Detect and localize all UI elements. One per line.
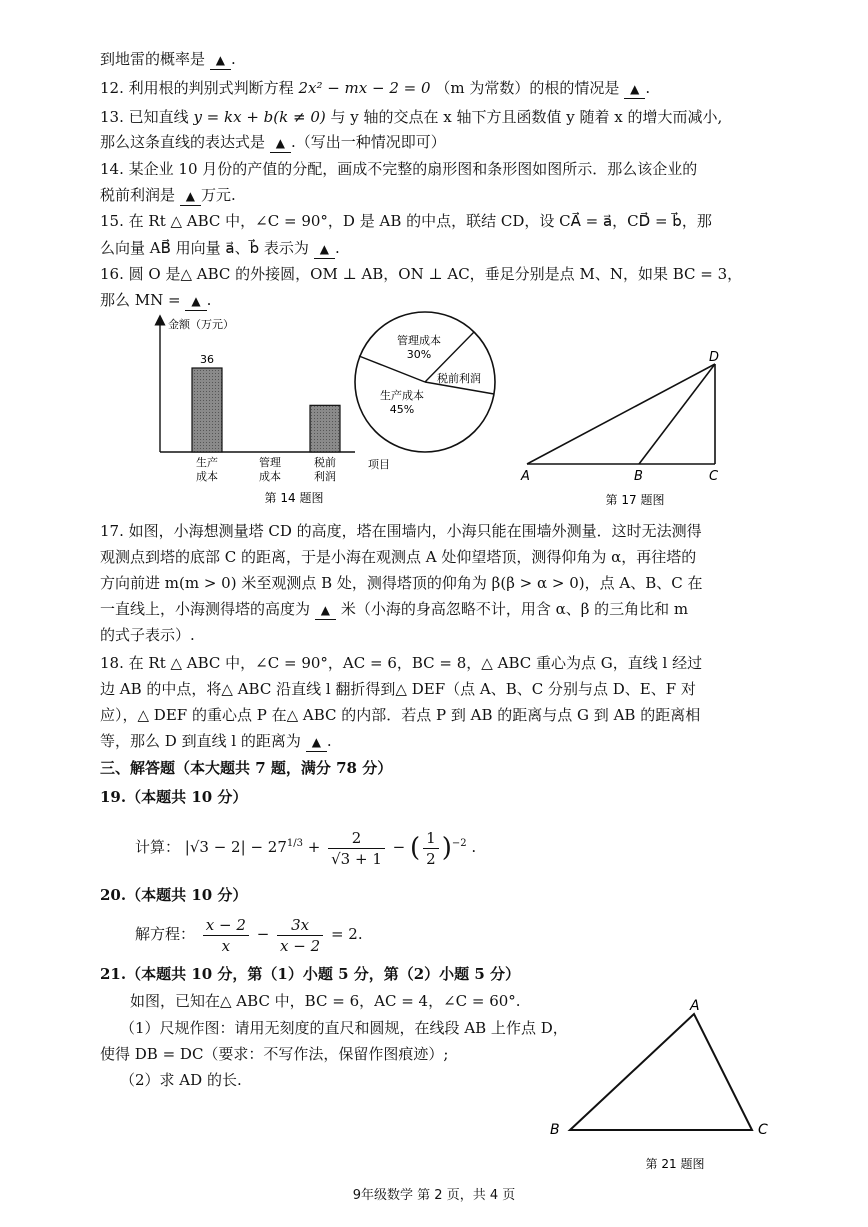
q19-half-den: 2 (426, 849, 436, 868)
q18-number: 18. (100, 654, 124, 672)
q19-header: 19.（本题共 10 分） (100, 788, 248, 806)
q18-end: . (326, 732, 332, 750)
category-label-management: 管理 (259, 456, 281, 469)
figure-17 (515, 340, 745, 510)
q17-text6: 的式子表示）. (100, 626, 195, 644)
category-label-production-2: 成本 (196, 470, 218, 483)
q13-end: .（写出一种情况即可） (291, 133, 446, 151)
q19-label: 计算： (135, 838, 181, 856)
answer-blank: ▲ (306, 733, 327, 752)
q19-exp: 1/3 (286, 838, 303, 849)
q17-text5: 米（小海的身高忽略不计，用含 α、β 的三角比和 m (340, 600, 689, 618)
q17-text1: 如图，小海想测量塔 CD 的高度，塔在围墙内，小海只能在围墙外测量．这时无法测得 (128, 522, 702, 540)
q13-text3: 那么这条直线的表达式是 (100, 133, 266, 151)
question-15-line1 (100, 210, 712, 232)
answer-blank: ▲ (314, 240, 335, 259)
question-13-line2 (100, 131, 446, 153)
q21-header: 21.（本题共 10 分，第（1）小题 5 分，第（2）小题 5 分） (100, 965, 521, 983)
q21-line1: 如图，已知在△ ABC 中，BC = 6，AC = 4，∠C = 60°. (130, 992, 521, 1010)
q21-line2: （1）尺规作图：请用无刻度的直尺和圆规，在线段 AB 上作点 D， (120, 1019, 568, 1037)
question-17-line1 (100, 520, 702, 542)
q19-expression (135, 822, 476, 870)
q12-text2: （m 为常数）的根的情况是 (435, 79, 620, 97)
q18-text2: 边 AB 的中点，将△ ABC 沿直线 l 翻折得到△ DEF（点 A、B、C 分别与点 D、E、F 对 (100, 680, 696, 698)
q20-f1-num: x − 2 (203, 915, 249, 936)
figure-14 (140, 310, 500, 510)
q20-label: 解方程： (135, 925, 196, 943)
q12-number: 12. (100, 79, 124, 97)
figure-21 (540, 992, 780, 1177)
q21-line4: （2）求 AD 的长. (120, 1071, 242, 1089)
page-footer: 9年级数学 第 2 页，共 4 页 (352, 1188, 516, 1203)
q13-equation: y = kx + b(k ≠ 0) (193, 108, 326, 126)
q19-half (423, 828, 439, 869)
q19-fraction (328, 828, 385, 869)
point-B-label: B (550, 1122, 560, 1138)
q14-end: 万元. (201, 186, 236, 204)
point-A-label: A (690, 998, 700, 1014)
q14-text2: 税前利润是 (100, 186, 176, 204)
answer-blank: ▲ (210, 51, 231, 70)
point-C-label: C (758, 1122, 768, 1138)
question-16-line2 (100, 289, 211, 311)
question-18-line3 (100, 704, 700, 726)
q20-f1-den: x (221, 936, 231, 955)
section-3-title: 三、解答题（本大题共 7 题，满分 78 分） (100, 759, 393, 777)
question-17-line5 (100, 624, 195, 646)
q19-frac-den: √3 + 1 (331, 849, 382, 868)
y-axis-label: 金额（万元） (168, 318, 234, 331)
question-18-line4 (100, 730, 332, 752)
figure-21-caption: 第 21 题图 (645, 1157, 705, 1171)
q20-f2-den: x − 2 (280, 936, 321, 955)
q11-text: 到地雷的概率是 (100, 50, 206, 68)
bar-value-label: 36 (200, 353, 214, 366)
q16-text: 圆 O 是△ ABC 的外接圆，OM ⊥ AB，ON ⊥ AC，垂足分别是点 M、N，如果 BC = 3， (128, 265, 743, 283)
q16-end: . (206, 291, 212, 309)
q20-fraction1 (203, 915, 249, 956)
question-17-line2 (100, 546, 696, 568)
pie-label-production: 生产成本 (380, 389, 424, 402)
q14-number: 14. (100, 160, 124, 178)
category-label-production: 生产 (196, 456, 218, 469)
category-label-profit: 税前 (314, 456, 336, 469)
bar-生产成本 (192, 368, 222, 452)
q19-term-27: − 27 (250, 838, 287, 856)
point-D-label: D (709, 350, 720, 365)
q21-line3: 使得 DB = DC（要求：不写作法，保留作图痕迹）; (100, 1045, 449, 1063)
question-14-line1 (100, 158, 697, 180)
q18-text1: 在 Rt △ ABC 中，∠C = 90°，AC = 6，BC = 8，△ ABC 重心为点 G，直线 l 经过 (128, 654, 703, 672)
q17-text4: 一直线上，小海测得塔的高度为 (100, 600, 311, 618)
q20-fraction2 (277, 915, 323, 956)
triangle-ABC (570, 1014, 752, 1130)
q13-text: 已知直线 (128, 108, 189, 126)
x-axis-label: 项目 (368, 458, 390, 471)
answer-blank: ▲ (270, 134, 291, 153)
paren-open: ( (410, 833, 421, 863)
question-14-line2 (100, 184, 236, 206)
point-B-label: B (634, 469, 643, 484)
question-15-line2 (100, 237, 340, 259)
question-17-line4 (100, 598, 688, 620)
question-17-line3 (100, 572, 702, 594)
q20-rhs: = 2 (330, 925, 358, 943)
q17-number: 17. (100, 522, 124, 540)
q19-end: . (471, 838, 477, 856)
answer-blank: ▲ (624, 80, 645, 99)
pie-label-profit: 税前利润 (437, 372, 481, 385)
bar-税前利润 (310, 405, 340, 452)
category-label-management-2: 成本 (259, 470, 281, 483)
paren-close: ) (441, 833, 452, 863)
q20-minus: − (256, 925, 270, 943)
q13-text2: 与 y 轴的交点在 x 轴下方且函数值 y 随着 x 的增大而减小, (330, 108, 723, 126)
q17-text2: 观测点到塔的底部 C 的距离，于是小海在观测点 A 处仰望塔顶，测得仰角为 α，再往塔的 (100, 548, 697, 566)
q14-text: 某企业 10 月份的产值的分配，画成不完整的扇形图和条形图如图所示．那么该企业的 (128, 160, 698, 178)
pie-pct-management: 30% (406, 348, 432, 361)
q19-frac-num: 2 (328, 828, 385, 849)
q13-number: 13. (100, 108, 124, 126)
question-16-line1 (100, 263, 742, 285)
q20-end: . (357, 925, 363, 943)
q16-text2: 那么 MN = (100, 291, 181, 309)
question-13-line1 (100, 106, 722, 128)
q17-text3: 方向前进 m(m > 0) 米至观测点 B 处，测得塔顶的仰角为 β(β > α > 0)，点 A、B、C 在 (100, 574, 703, 592)
question-18-line1 (100, 652, 702, 674)
segment-AD (527, 364, 715, 464)
q18-text3: 应），△ DEF 的重心点 P 在△ ABC 的内部．若点 P 到 AB 的距离与点 G 到 AB 的距离相 (100, 706, 701, 724)
q19-half-num: 1 (423, 828, 439, 849)
point-A-label: A (521, 469, 530, 484)
q19-term-abs: |√3 − 2| (184, 838, 246, 856)
bar-group (192, 353, 340, 452)
point-C-label: C (709, 469, 719, 484)
q16-number: 16. (100, 265, 124, 283)
q12-text: 利用根的判别式判断方程 (128, 79, 294, 97)
pie-label-management: 管理成本 (397, 334, 441, 347)
q11-tail (100, 48, 236, 70)
pie-pct-production: 45% (389, 403, 415, 416)
q12-end: . (645, 79, 651, 97)
answer-blank: ▲ (185, 292, 206, 311)
figure-14-caption: 第 14 题图 (264, 491, 324, 505)
q12-equation: 2x² − mx − 2 = 0 (298, 79, 431, 97)
q15-end: . (334, 239, 340, 257)
q19-exp2: −2 (451, 838, 467, 849)
answer-blank: ▲ (315, 601, 336, 620)
figure-17-caption: 第 17 题图 (605, 493, 665, 507)
q15-text: 在 Rt △ ABC 中，∠C = 90°，D 是 AB 的中点，联结 CD，设 CA⃗ = a⃗，CD⃗ = b⃗，那 (128, 212, 712, 230)
q18-text4: 等，那么 D 到直线 l 的距离为 (100, 732, 301, 750)
q19-minus: − (392, 838, 406, 856)
q20-equation (135, 912, 363, 956)
question-12 (100, 77, 650, 99)
answer-blank: ▲ (180, 187, 201, 206)
q11-end: . (231, 50, 236, 68)
q19-plus: + (307, 838, 321, 856)
q20-f2-num: 3x (277, 915, 323, 936)
segment-BD (639, 364, 715, 464)
q20-header: 20.（本题共 10 分） (100, 886, 248, 904)
q15-text2: 么向量 AB⃗ 用向量 a⃗、b⃗ 表示为 (100, 239, 309, 257)
q15-number: 15. (100, 212, 124, 230)
category-label-profit-2: 利润 (314, 470, 336, 483)
question-18-line2 (100, 678, 696, 700)
